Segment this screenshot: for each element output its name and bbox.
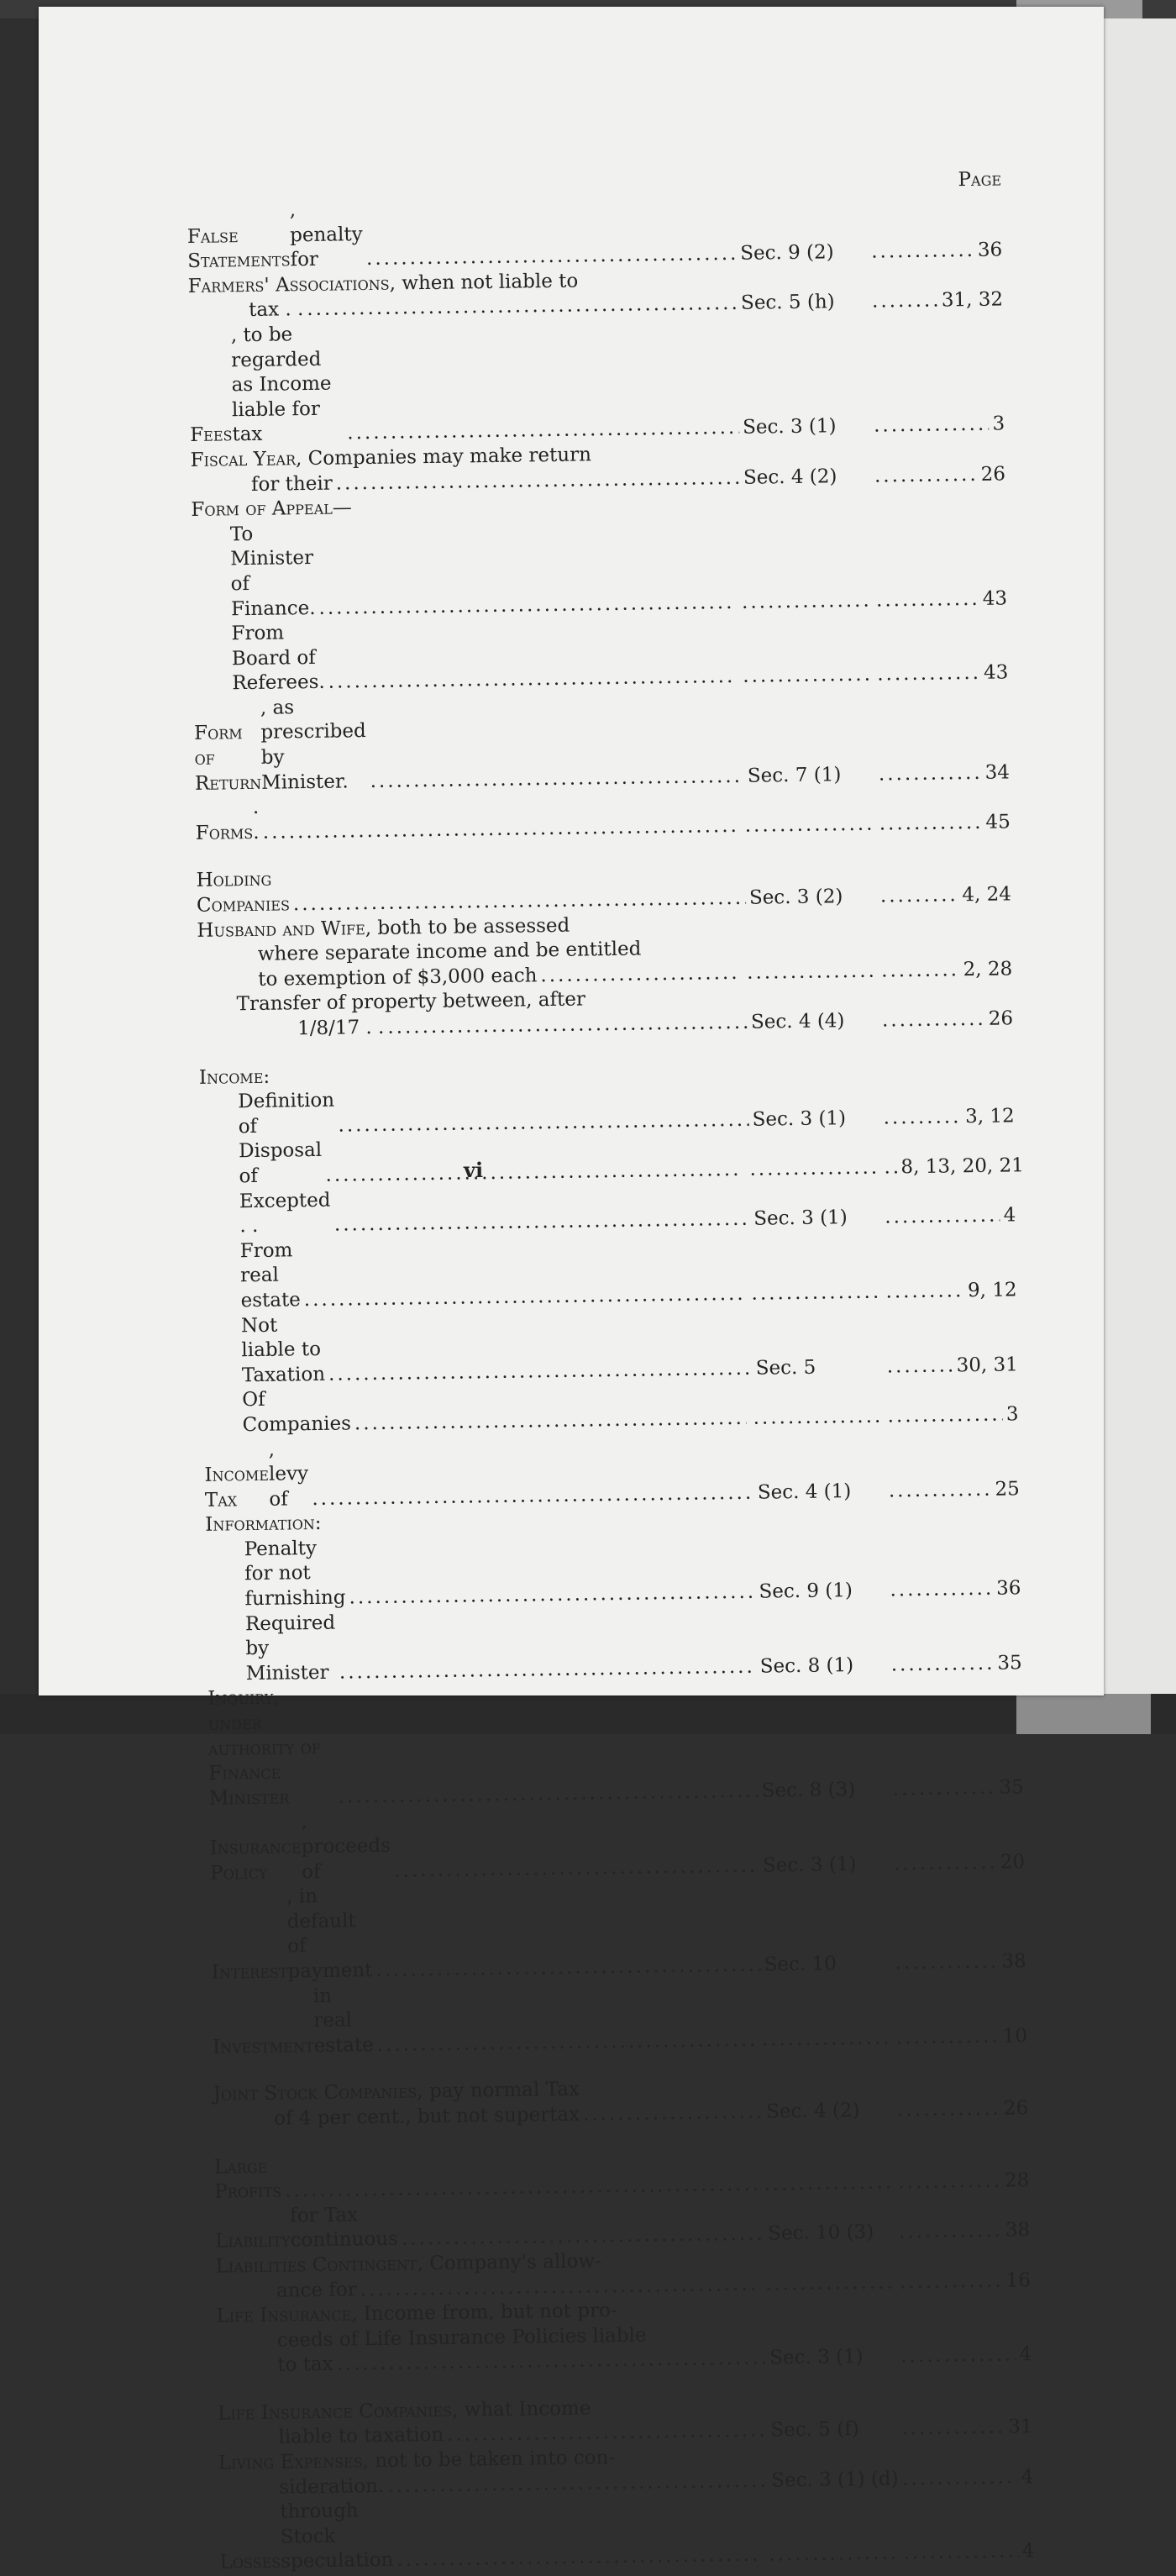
dot-leader	[743, 663, 870, 690]
dot-leader	[895, 1950, 998, 1976]
dot-leader	[885, 1279, 964, 1305]
index-entry	[207, 1676, 1024, 1811]
page-reference	[894, 2096, 1028, 2123]
entry-text	[188, 267, 742, 324]
dot-leader	[900, 2343, 1016, 2370]
entry-text-rest: , as prescribed by Minister.	[260, 697, 366, 794]
dot-leader	[745, 812, 873, 839]
adjacent-page-edge	[1092, 18, 1176, 1694]
section-reference: Sec. 3 (1)	[762, 1853, 857, 1877]
dot-leader	[903, 2540, 1019, 2567]
section-reference: Sec. 3 (1)	[753, 1207, 848, 1230]
index-entry	[210, 1874, 1026, 1985]
page-reference	[897, 2342, 1032, 2369]
page-number: 10	[1002, 2024, 1028, 2048]
entry-text	[195, 789, 742, 846]
page-number: 38	[1005, 2219, 1031, 2242]
dot-leader	[377, 2028, 755, 2058]
entry-text-rest: , Companies may make return	[295, 444, 592, 471]
dot-leader	[884, 1155, 897, 1180]
page-reference	[874, 661, 1008, 688]
entry-text-rest: , proceeds of	[301, 1811, 391, 1883]
page-reference	[875, 760, 1010, 787]
dot-leader	[890, 1577, 993, 1603]
dot-leader	[540, 961, 740, 989]
entry-text	[213, 2075, 767, 2132]
dot-leader	[762, 2026, 890, 2053]
entry-heading: Holding Companies	[196, 869, 291, 917]
entry-text-rest: Definition of	[238, 1089, 335, 1138]
page-reference	[876, 810, 1011, 837]
page-number: 28	[1004, 2169, 1030, 2192]
entry-text	[219, 2494, 766, 2576]
dot-leader	[874, 413, 990, 439]
entry-text-rest: Penalty for not furnishing	[244, 1537, 346, 1611]
page-number: 16	[1005, 2268, 1032, 2292]
page-number: 20	[1000, 1850, 1026, 1874]
entry-heading: Life Insurance	[216, 2303, 352, 2327]
index-entry	[216, 2293, 1032, 2379]
index-entry	[188, 313, 1005, 448]
dot-leader	[753, 1405, 880, 1432]
entry-text-rest: , in default of payment	[286, 1885, 373, 1983]
page-reference	[879, 1104, 1014, 1131]
entry-continuation-text: of 4 per cent., but not supertax	[274, 2103, 580, 2130]
page-number: 26	[980, 462, 1006, 486]
entry-continuation-text: where separate income and be entitled	[257, 938, 642, 966]
dot-leader	[877, 661, 980, 687]
entry-heading: Liabilities Contingent	[215, 2253, 417, 2278]
index-entry	[207, 1601, 1022, 1687]
section-reference: Sec. 3 (1)	[752, 1107, 847, 1131]
index-entry	[192, 611, 1008, 697]
dot-leader	[387, 1011, 748, 1041]
entry-continuation-text: to tax	[277, 2353, 333, 2377]
entry-heading: Living Expenses	[218, 2450, 363, 2474]
entry-text	[202, 1306, 756, 1389]
entry-heading: Insurance Policy	[209, 1836, 302, 1885]
page-column-header: Page	[958, 168, 1002, 192]
entry-text	[209, 1804, 763, 1886]
entry-heading: Investment	[212, 2034, 314, 2058]
section-reference: Sec. 5 (f)	[770, 2418, 859, 2442]
dot-leader	[765, 2270, 893, 2297]
index-entry	[186, 188, 1002, 274]
page-number: 43	[982, 586, 1008, 610]
page-number: 31	[1007, 2416, 1033, 2439]
entry-text	[202, 1233, 748, 1315]
dot-leader	[764, 2171, 891, 2198]
entry-continuation-text: liable to taxation	[278, 2424, 444, 2449]
entry-text	[218, 2444, 772, 2501]
index-entry	[206, 1527, 1021, 1612]
section-reference: Sec. 8 (3)	[761, 1778, 856, 1802]
section-reference: Sec. 10 (3)	[767, 2221, 874, 2245]
page-number: 34	[984, 761, 1011, 784]
page-number: 30, 31	[956, 1354, 1018, 1377]
page-number: 38	[1001, 1950, 1026, 1973]
dot-leader	[882, 1007, 985, 1033]
page-reference	[870, 413, 1005, 439]
dot-leader	[887, 1354, 953, 1380]
entry-text	[216, 2297, 769, 2379]
dot-leader	[900, 2268, 1003, 2295]
entry-heading: Husband and Wife	[197, 917, 366, 942]
section-reference: Sec. 3 (1)	[742, 415, 837, 439]
entry-first-line	[194, 690, 748, 797]
dot-leader	[769, 2542, 896, 2568]
entry-first-line	[244, 1531, 759, 1612]
page-reference	[868, 239, 1002, 265]
dot-leader	[897, 2097, 1000, 2123]
dot-leader	[747, 959, 874, 986]
dot-leader	[742, 588, 869, 615]
dot-leader	[891, 1652, 995, 1678]
entry-heading: Fees	[190, 423, 233, 447]
page-reference	[886, 1576, 1021, 1603]
page-reference	[871, 462, 1005, 489]
entry-text	[186, 192, 740, 275]
page-reference	[884, 1402, 1018, 1429]
page-reference	[873, 586, 1007, 613]
entry-heading: Liability	[215, 2229, 291, 2253]
entry-heading: Income Tax	[204, 1463, 270, 1511]
entry-text-rest: in real estate	[312, 1985, 375, 2057]
index-content	[186, 170, 1035, 2575]
page-number: 3	[1005, 1403, 1019, 1426]
page-reference	[895, 2219, 1030, 2246]
section-reference: Sec. 4 (2)	[743, 465, 837, 489]
page-reference	[884, 1353, 1018, 1380]
dot-leader	[901, 2416, 1005, 2442]
page-number: 25	[995, 1477, 1021, 1501]
entry-continuation-text: to exemption of $3,000 each	[258, 965, 538, 991]
dot-leader	[896, 2024, 1000, 2050]
page-number: 36	[977, 239, 1003, 262]
page-reference	[879, 1007, 1013, 1033]
page-reference	[900, 2540, 1034, 2567]
page-reference	[895, 2169, 1029, 2195]
entry-first-line	[240, 1233, 748, 1314]
dot-leader	[898, 2169, 1001, 2195]
entry-heading: Form of Return	[193, 722, 262, 795]
entry-text	[207, 1605, 760, 1687]
page-number: 26	[988, 1007, 1014, 1030]
entry-heading: Information:	[205, 1512, 322, 1537]
entry-text-rest: , penalty for	[289, 199, 363, 271]
page-number: 43	[983, 661, 1009, 685]
section-reference: Sec. 4 (4)	[750, 1010, 845, 1033]
entry-heading: Forms	[195, 821, 254, 844]
entry-text-rest: Not liable to Taxation	[240, 1314, 326, 1386]
page-reference	[869, 288, 1003, 315]
entry-text-rest: , both to be assessed	[365, 914, 570, 939]
entry-first-line	[204, 1431, 758, 1513]
entry-heading: Farmers' Associations	[187, 272, 390, 297]
entry-first-line	[230, 516, 739, 623]
entry-first-line	[242, 1381, 750, 1438]
page-reference	[891, 1949, 1026, 1976]
entry-text	[215, 2197, 769, 2254]
entry-text-rest: Required by Minister	[244, 1611, 336, 1685]
entry-first-line	[231, 615, 739, 697]
entry-continuation-text: tax . .	[248, 298, 304, 322]
index-entry	[202, 1303, 1018, 1389]
page-number: 31, 32	[941, 288, 1004, 312]
dot-leader	[871, 239, 974, 265]
dot-leader	[749, 1156, 877, 1183]
page-reference	[896, 2268, 1031, 2295]
page-reference	[898, 2416, 1032, 2442]
entry-first-line	[196, 861, 749, 918]
page-reference	[890, 1850, 1025, 1877]
index-entry	[204, 1427, 1020, 1513]
entry-first-line	[214, 2148, 761, 2205]
entry-heading: Joint Stock Companies	[213, 2080, 417, 2106]
entry-text	[192, 516, 739, 623]
section-reference: Sec. 5	[755, 1356, 816, 1380]
entry-text-rest: for Tax continuous	[290, 2204, 399, 2252]
entry-text-rest: , when not liable to	[389, 270, 579, 295]
page-number: 36	[996, 1577, 1021, 1600]
entry-heading: Interest	[211, 1960, 288, 1984]
page-reference	[893, 2024, 1027, 2051]
entry-text-rest: From Board of Referees.	[231, 622, 325, 695]
entry-first-line	[212, 1978, 759, 2060]
entry-first-line	[209, 1804, 763, 1886]
section-reference: Sec. 5 (h)	[740, 291, 835, 315]
entry-text	[214, 2148, 761, 2205]
page-reference	[890, 1775, 1024, 1802]
dot-leader	[887, 1402, 1003, 1429]
entry-text	[194, 690, 748, 797]
entry-text-rest: , what Income	[451, 2397, 591, 2421]
entry-continuation-text: 1/8/17 . .	[297, 1016, 385, 1040]
entry-text	[196, 861, 749, 918]
index-body	[186, 188, 1034, 2575]
dot-leader	[879, 761, 982, 787]
dot-leader	[883, 1105, 962, 1131]
dot-leader	[894, 1850, 997, 1876]
entry-text-rest: From real estate	[239, 1239, 302, 1312]
entry-text	[215, 2247, 762, 2305]
page-folio: vi	[464, 1158, 484, 1182]
page-number: 35	[999, 1776, 1024, 1799]
page-number: 4	[1021, 2465, 1034, 2489]
page-number: 3	[992, 413, 1005, 435]
page-number: 45	[985, 811, 1011, 833]
page-number: 9, 12	[967, 1279, 1017, 1302]
entry-heading: Form of Appeal—	[191, 497, 352, 522]
page-number: 2, 28	[963, 958, 1013, 980]
entry-first-line	[210, 1879, 764, 1986]
section-reference: Sec. 9 (1)	[759, 1580, 853, 1603]
page-reference	[881, 1203, 1016, 1230]
index-entry	[194, 686, 1011, 796]
page-number: 3, 12	[964, 1105, 1015, 1128]
page-reference	[888, 1651, 1022, 1678]
entry-text	[203, 1381, 750, 1438]
entry-text	[201, 1182, 754, 1239]
entry-text	[206, 1531, 759, 1613]
page-number: 4	[1021, 2540, 1035, 2563]
entry-text-rest: To Minister of Finance.	[229, 523, 316, 620]
entry-text	[212, 1978, 759, 2060]
page-reference	[877, 882, 1011, 909]
entry-text	[218, 2394, 771, 2451]
section-reference: Sec. 10	[764, 1953, 837, 1976]
entry-continuation-text: ceeds of Life Insurance Policies liable	[276, 2324, 647, 2352]
entry-text	[204, 1431, 758, 1513]
entry-first-line	[188, 317, 743, 449]
dot-leader	[751, 1280, 879, 1307]
index-entry	[202, 1228, 1017, 1314]
document-page	[39, 7, 1104, 2574]
entry-text-rest: , levy of	[268, 1438, 309, 1511]
entry-continuation-text: sideration.	[279, 2474, 385, 2499]
entry-first-line	[241, 1306, 756, 1388]
entry-text	[210, 1879, 764, 1986]
section-reference: Sec. 3 (1) (d)	[771, 2468, 899, 2492]
dot-leader	[889, 1477, 992, 1503]
entry-text-rest: , Income from, but not pro-	[351, 2300, 617, 2326]
dot-leader	[872, 289, 938, 315]
section-reference: Sec. 4 (2)	[765, 2099, 860, 2123]
entry-heading: Large Profits	[213, 2155, 282, 2203]
entry-text	[197, 911, 743, 993]
entry-first-line	[238, 1083, 753, 1140]
entry-text-rest: , pay normal Tax	[417, 2079, 580, 2103]
entry-continuation-text: for their	[250, 472, 333, 496]
dot-leader	[396, 2543, 763, 2573]
entry-first-line	[219, 2494, 766, 2576]
page-number: 8, 13, 20, 21	[900, 1154, 1024, 1179]
entry-heading: False Statements	[186, 224, 291, 273]
entry-text-rest: , not to be taken into con-	[362, 2447, 616, 2473]
index-entry	[192, 512, 1008, 623]
page-reference	[878, 957, 1012, 984]
page-number: 4	[1019, 2343, 1032, 2366]
page-reference	[880, 1154, 1024, 1180]
entry-text-rest: Transfer of property between, after	[236, 988, 586, 1016]
entry-text-rest: Excepted . .	[239, 1189, 331, 1238]
entry-first-line	[245, 1605, 760, 1686]
entry-text-rest: , Company's allow-	[417, 2250, 602, 2275]
section-reference: Sec. 8 (1)	[759, 1653, 854, 1678]
dot-leader	[893, 1776, 996, 1802]
dot-leader	[876, 586, 979, 612]
entry-first-line	[215, 2197, 769, 2254]
entry-heading: Income:	[198, 1065, 270, 1089]
entry-first-line	[195, 789, 742, 846]
page-number: 4, 24	[962, 883, 1012, 907]
section-reference: Sec. 3 (2)	[748, 886, 843, 909]
entry-text	[188, 317, 743, 449]
entry-heading: Life Insurance Companies	[217, 2399, 453, 2425]
entry-first-line	[239, 1133, 747, 1190]
entry-continuation-text: ance for	[276, 2278, 357, 2302]
page-number: 35	[997, 1652, 1022, 1674]
dot-leader	[899, 2219, 1002, 2245]
page-number: 26	[1003, 2097, 1029, 2120]
dot-leader	[874, 462, 978, 488]
dot-leader	[879, 811, 983, 837]
page-reference	[885, 1477, 1020, 1504]
index-entry	[197, 907, 1012, 993]
page-number: 4	[1003, 1204, 1016, 1227]
entry-first-line	[207, 1680, 762, 1811]
section-reference: Sec. 3 (1)	[769, 2346, 864, 2369]
dot-leader	[902, 2465, 1018, 2492]
dot-leader	[880, 883, 959, 909]
entry-text	[190, 441, 743, 498]
section-reference: Sec. 7 (1)	[747, 763, 842, 787]
index-entry	[212, 1974, 1027, 2060]
entry-heading: Fiscal Year	[190, 448, 297, 471]
entry-text	[207, 1680, 762, 1811]
entry-text-rest: , to be regarded as Income liable for tax	[230, 323, 332, 446]
entry-text	[192, 615, 739, 697]
dot-leader	[881, 958, 960, 984]
section-reference: Sec. 9 (2)	[740, 241, 834, 265]
dot-leader	[885, 1204, 1000, 1231]
entry-text-rest: Of Companies	[242, 1389, 352, 1437]
entry-heading: Losses	[219, 2551, 281, 2574]
entry-heading: Inquiry, under authority of Finance Minister	[207, 1687, 322, 1810]
entry-text-rest: through Stock speculation	[280, 2500, 394, 2573]
index-entry	[219, 2489, 1035, 2575]
index-entry	[209, 1801, 1025, 1886]
entry-first-line	[239, 1182, 754, 1239]
entry-text-rest: Disposal of	[238, 1139, 323, 1188]
entry-text	[197, 986, 751, 1043]
page-reference	[899, 2465, 1033, 2492]
section-reference: Sec. 4 (1)	[757, 1480, 852, 1504]
entry-text	[199, 1083, 753, 1140]
page-reference	[882, 1278, 1016, 1305]
dot-leader	[583, 2100, 763, 2128]
entry-first-line	[186, 192, 740, 275]
entry-text-rest: . .	[252, 796, 260, 844]
